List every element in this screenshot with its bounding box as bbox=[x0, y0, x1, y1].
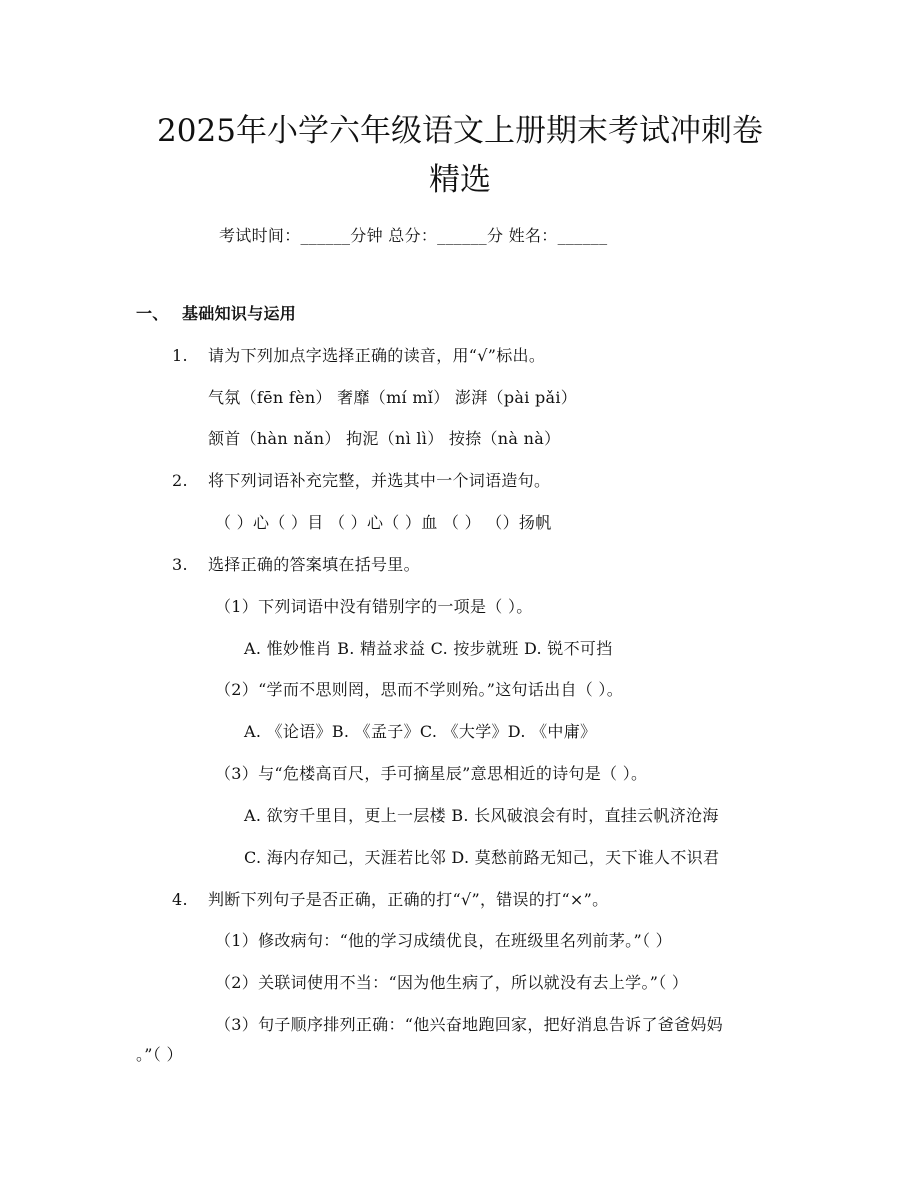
question-number: 2. bbox=[172, 471, 188, 490]
sub-question: （3）句子顺序排列正确：“他兴奋地跑回家，把好消息告诉了爸爸妈妈 bbox=[215, 1015, 723, 1034]
section-title: 基础知识与运用 bbox=[182, 304, 297, 323]
sub-question-continuation: 。”（ ） bbox=[136, 1045, 183, 1064]
question-number: 1. bbox=[172, 346, 188, 365]
question-text: 判断下列句子是否正确，正确的打“√”，错误的打“×”。 bbox=[208, 890, 609, 909]
sub-question: （3）与“危楼高百尺，手可摘星辰”意思相近的诗句是（ ）。 bbox=[215, 764, 648, 783]
question-text: 选择正确的答案填在括号里。 bbox=[208, 555, 420, 574]
sub-question: （1）下列词语中没有错别字的一项是（ ）。 bbox=[215, 597, 533, 616]
question-text: 请为下列加点字选择正确的读音，用“√”标出。 bbox=[208, 346, 546, 365]
options: A. 欲穷千里目，更上一层楼 B. 长风破浪会有时，直挂云帆济沧海 bbox=[244, 806, 719, 825]
question-number: 3. bbox=[172, 555, 188, 574]
options: C. 海内存知己，天涯若比邻 D. 莫愁前路无知己，天下谁人不识君 bbox=[244, 848, 720, 867]
sub-question: （1）修改病句：“他的学习成绩优良，在班级里名列前茅。”（ ） bbox=[215, 931, 672, 950]
pinyin-row: 气氛（fēn fèn） 奢靡（mí mǐ） 澎湃（pài pǎi） bbox=[208, 388, 578, 407]
pinyin-row: 颔首（hàn nǎn） 拘泥（nì lì） 按捺（nà nà） bbox=[208, 429, 561, 448]
page-title-line2: 精选 bbox=[429, 162, 491, 198]
question-text: 将下列词语补充完整，并选其中一个词语造句。 bbox=[208, 471, 551, 490]
question-number: 4. bbox=[172, 890, 188, 909]
sub-question: （2）“学而不思则罔，思而不学则殆。”这句话出自（ ）。 bbox=[215, 680, 624, 699]
page-title: 2025年小学六年级语文上册期末考试冲刺卷 bbox=[157, 113, 763, 149]
exam-info: 考试时间：______分钟 总分：______分 姓名：______ bbox=[219, 226, 608, 245]
idiom-blanks: （ ）心（ ）目 （ ）心（ ）血 （ ） （）扬帆 bbox=[215, 513, 552, 532]
sub-question: （2）关联词使用不当：“因为他生病了，所以就没有去上学。”（ ） bbox=[215, 973, 689, 992]
options: A. 《论语》B. 《孟子》C. 《大学》D. 《中庸》 bbox=[244, 722, 597, 741]
section-number: 一、 bbox=[136, 304, 169, 323]
options: A. 惟妙惟肖 B. 精益求益 C. 按步就班 D. 锐不可挡 bbox=[244, 639, 613, 658]
